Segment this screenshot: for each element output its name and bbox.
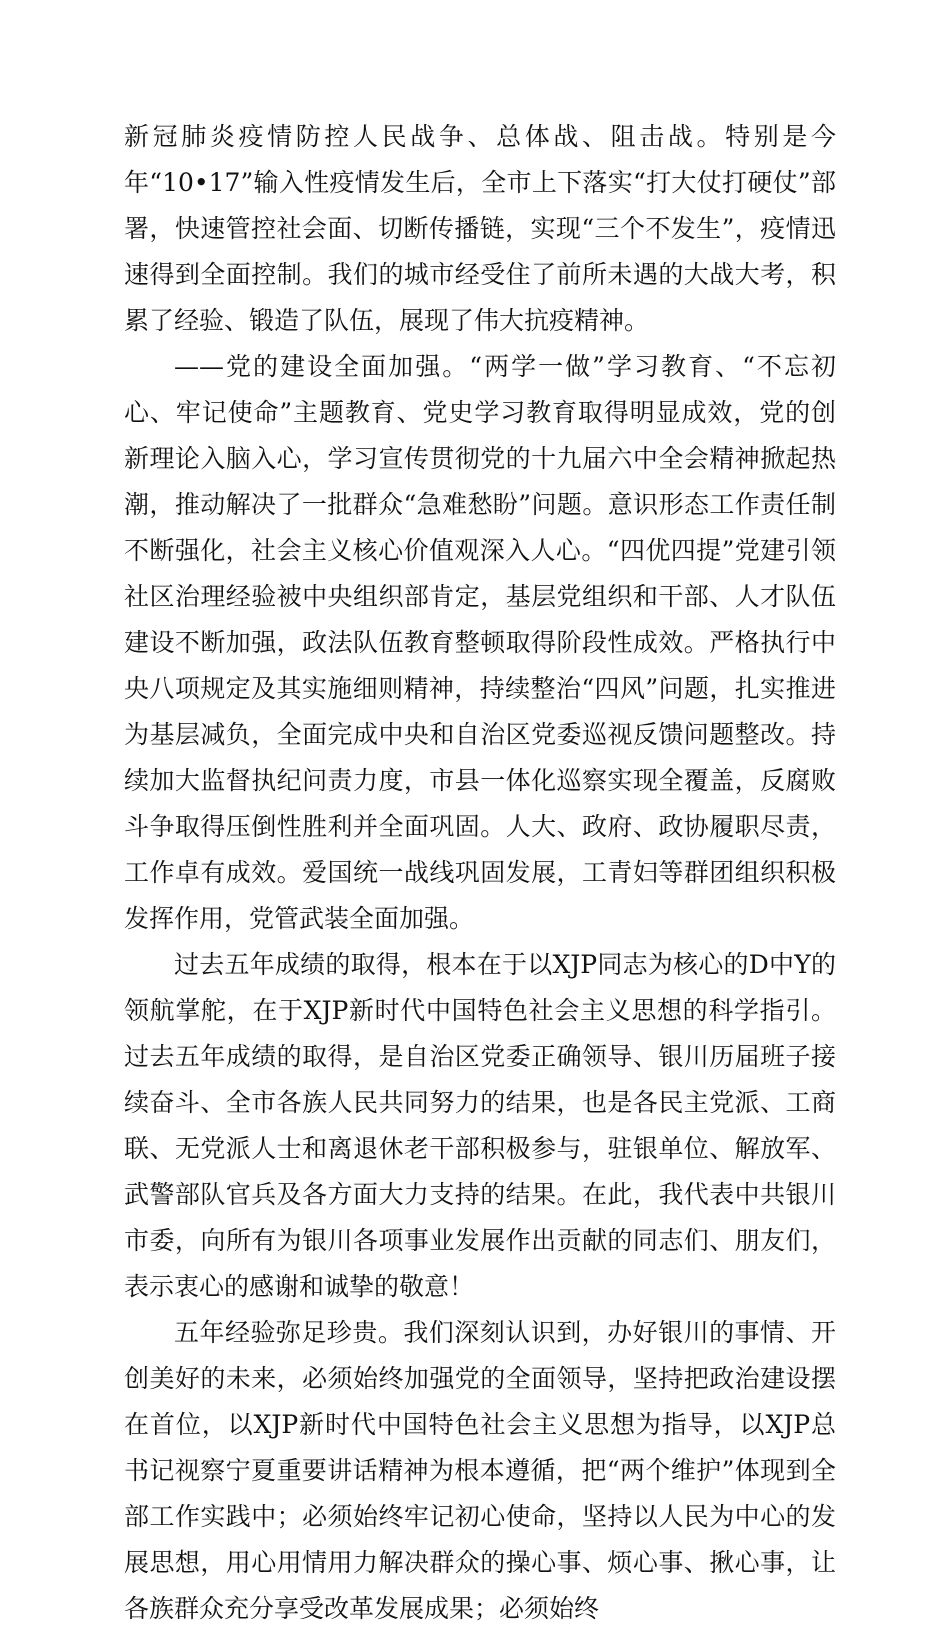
paragraph-five-year-experience: 五年经验弥足珍贵。我们深刻认识到，办好银川的事情、开创美好的未来，必须始终加强党的全面领导，坚持把政治建设摆在首位，以XJP新时代中国特色社会主义思想为指导，以XJP总书记视察宁夏重要讲话精神为根本遵循，把“两个维护”体现到全部工作实践中；必须始终牢记初心使命，坚持以人民为中心的发展思想，用心用情用力解决群众的操心事、烦心事、揪心事，让各族群众充分享受改革发展成果；必须始终	[124, 1318, 836, 1623]
paragraph-pandemic-continued: 新冠肺炎疫情防控人民战争、总体战、阻击战。特别是今年“10•17”输入性疫情发生后，全市上下落实“打大仗打硬仗”部署，快速管控社会面、切断传播链，实现“三个不发生”，疫情迅速得到全面控制。我们的城市经受住了前所未遇的大战大考，积累了经验、锻造了队伍，展现了伟大抗疫精神。	[124, 122, 836, 335]
paragraph-achievements-thanks: 过去五年成绩的取得，根本在于以XJP同志为核心的D中Y的领航掌舵，在于XJP新时代中国特色社会主义思想的科学指引。过去五年成绩的取得，是自治区党委正确领导、银川历届班子接续奋斗、全市各族人民共同努力的结果，也是各民主党派、工商联、无党派人士和离退休老干部积极参与，驻银单位、解放军、武警部队官兵及各方面大力支持的结果。在此，我代表中共银川市委，向所有为银川各项事业发展作出贡献的同志们、朋友们，表示衷心的感谢和诚挚的敬意！	[124, 950, 836, 1301]
paragraph-party-building: ——党的建设全面加强。“两学一做”学习教育、“不忘初心、牢记使命”主题教育、党史学习教育取得明显成效，党的创新理论入脑入心，学习宣传贯彻党的十九届六中全会精神掀起热潮，推动解决了一批群众“急难愁盼”问题。意识形态工作责任制不断强化，社会主义核心价值观深入人心。“四优四提”党建引领社区治理经验被中央组织部肯定，基层党组织和干部、人才队伍建设不断加强，政法队伍教育整顿取得阶段性成效。严格执行中央八项规定及其实施细则精神，持续整治“四风”问题，扎实推进为基层减负，全面完成中央和自治区党委巡视反馈问题整改。持续加大监督执纪问责力度，市县一体化巡察实现全覆盖，反腐败斗争取得压倒性胜利并全面巩固。人大、政府、政协履职尽责，工作卓有成效。爱国统一战线巩固发展，工青妇等群团组织积极发挥作用，党管武装全面加强。	[124, 352, 836, 933]
document-body	[124, 114, 836, 1632]
